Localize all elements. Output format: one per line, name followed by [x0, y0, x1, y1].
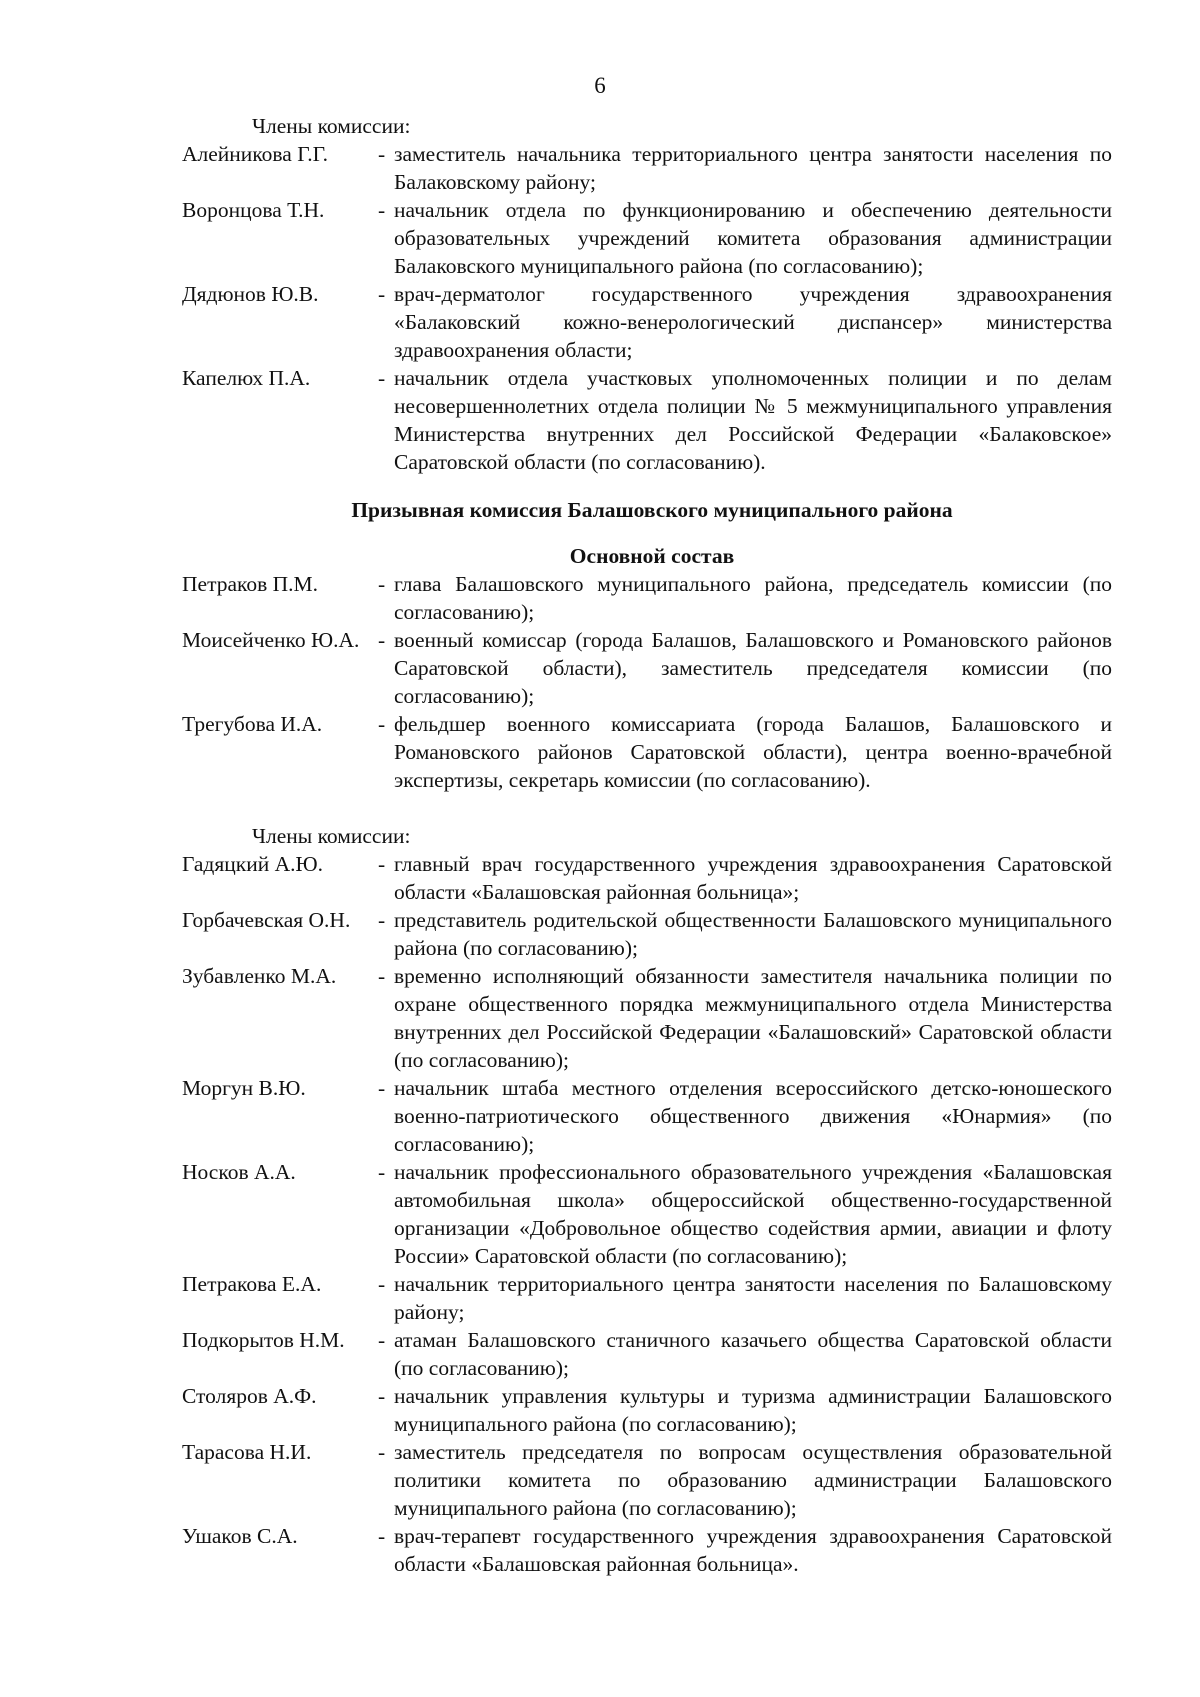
subsection-title: Основной состав: [569, 544, 735, 568]
member-entry: [182, 1270, 1112, 1326]
member-entry: [182, 1438, 1112, 1522]
member-name: Моисейченко Ю.А.: [182, 628, 360, 652]
member-role: атаман Балашовского станичного казачьего общества Саратовской области (по согласованию);: [394, 1328, 1112, 1380]
dash: -: [378, 964, 386, 988]
member-role: начальник территориального центра занятости населения по Балашовскому району;: [394, 1272, 1112, 1324]
dash: -: [378, 198, 386, 222]
member-entry: [182, 196, 1112, 280]
member-name: Алейникова Г.Г.: [182, 142, 328, 166]
member-role: военный комиссар (города Балашов, Балашовского и Романовского районов Саратовской области), заместитель председателя комиссии (по согласованию);: [394, 628, 1112, 708]
main-member-entry: [182, 710, 1112, 794]
dash: -: [378, 852, 386, 876]
member-role: глава Балашовского муниципального района, председатель комиссии (по согласованию);: [394, 572, 1112, 624]
member-role: начальник отдела участковых уполномоченных полиции и по делам несовершеннолетних отдела полиции № 5 межмуниципального управления Министерства внутренних дел Российской Федерации «Балаковское» Саратовской области (по согласованию).: [394, 366, 1112, 474]
member-role: фельдшер военного комиссариата (города Балашов, Балашовского и Романовского районов Саратовской области), центра военно-врачебной экспертизы, секретарь комиссии (по согласованию).: [394, 712, 1112, 792]
member-name: Столяров А.Ф.: [182, 1384, 317, 1408]
member-entry: [182, 850, 1112, 906]
member-role: врач-дерматолог государственного учреждения здравоохранения «Балаковский кожно-венерологический диспансер» министерства здравоохранения области;: [394, 282, 1112, 362]
dash: -: [378, 628, 386, 652]
members-label: Члены комиссии:: [252, 114, 411, 138]
member-role: представитель родительской общественности Балашовского муниципального района (по согласованию);: [394, 908, 1112, 960]
dash: -: [378, 572, 386, 596]
member-name: Воронцова Т.Н.: [182, 198, 325, 222]
member-name: Капелюх П.А.: [182, 366, 311, 390]
member-role: заместитель начальника территориального центра занятости населения по Балаковскому району;: [394, 142, 1112, 194]
members-label: Члены комиссии:: [252, 824, 411, 848]
member-role: главный врач государственного учреждения здравоохранения Саратовской области «Балашовская районная больница»;: [394, 852, 1112, 904]
member-name: Петраков П.М.: [182, 572, 319, 596]
dash: -: [378, 1076, 386, 1100]
member-name: Трегубова И.А.: [182, 712, 323, 736]
member-entry: [182, 962, 1112, 1074]
document-body: [182, 112, 1112, 1578]
member-name: Гадяцкий А.Ю.: [182, 852, 323, 876]
dash: -: [378, 282, 386, 306]
member-role: начальник профессионального образовательного учреждения «Балашовская автомобильная школа» общероссийской общественно-государственной организации «Добровольное общество содействия армии, авиации и флоту России» Саратовской области (по согласованию);: [394, 1160, 1112, 1268]
member-entry: [182, 364, 1112, 476]
member-entry: [182, 906, 1112, 962]
member-name: Подкорытов Н.М.: [182, 1328, 345, 1352]
member-name: Зубавленко М.А.: [182, 964, 337, 988]
dash: -: [378, 142, 386, 166]
member-name: Горбачевская О.Н.: [182, 908, 351, 932]
member-entry: [182, 1382, 1112, 1438]
member-entry: [182, 1158, 1112, 1270]
member-name: Дядюнов Ю.В.: [182, 282, 319, 306]
member-role: заместитель председателя по вопросам осуществления образовательной политики комитета по образованию администрации Балашовского муниципального района (по согласованию);: [394, 1440, 1112, 1520]
dash: -: [378, 1440, 386, 1464]
page-number: 6: [594, 73, 606, 98]
dash: -: [378, 1272, 386, 1296]
main-member-entry: [182, 626, 1112, 710]
member-role: врач-терапевт государственного учреждения здравоохранения Саратовской области «Балашовская районная больница».: [394, 1524, 1112, 1576]
dash: -: [378, 1384, 386, 1408]
section-title: Призывная комиссия Балашовского муниципального района: [351, 498, 953, 522]
dash: -: [378, 366, 386, 390]
member-name: Тарасова Н.И.: [182, 1440, 312, 1464]
member-role: начальник управления культуры и туризма администрации Балашовского муниципального района (по согласованию);: [394, 1384, 1112, 1436]
member-role: начальник штаба местного отделения всероссийского детско-юношеского военно-патриотического общественного движения «Юнармия» (по согласованию);: [394, 1076, 1112, 1156]
dash: -: [378, 1160, 386, 1184]
member-name: Ушаков С.А.: [182, 1524, 298, 1548]
member-role: начальник отдела по функционированию и обеспечению деятельности образовательных учреждений комитета образования администрации Балаковского муниципального района (по согласованию);: [394, 198, 1112, 278]
member-entry: [182, 1074, 1112, 1158]
dash: -: [378, 1524, 386, 1548]
member-name: Моргун В.Ю.: [182, 1076, 306, 1100]
main-member-entry: [182, 570, 1112, 626]
member-name: Носков А.А.: [182, 1160, 296, 1184]
dash: -: [378, 908, 386, 932]
dash: -: [378, 1328, 386, 1352]
member-entry: [182, 1326, 1112, 1382]
member-entry: [182, 140, 1112, 196]
member-entry: [182, 280, 1112, 364]
member-entry: [182, 1522, 1112, 1578]
member-name: Петракова Е.А.: [182, 1272, 322, 1296]
dash: -: [378, 712, 386, 736]
member-role: временно исполняющий обязанности заместителя начальника полиции по охране общественного порядка межмуниципального отдела Министерства внутренних дел Российской Федерации «Балашовский» Саратовской области (по согласованию);: [394, 964, 1112, 1072]
